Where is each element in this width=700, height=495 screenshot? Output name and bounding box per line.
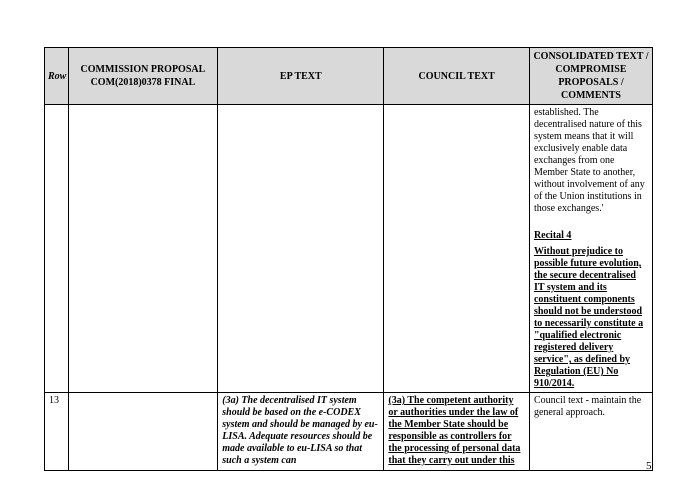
council-cell [384, 393, 530, 471]
header-council-text: COUNCIL TEXT [384, 48, 530, 105]
header-row: Row [45, 48, 69, 105]
table-row [45, 105, 653, 393]
ep-cell: (3a) The decentralised IT system should be based on the e-CODEX system and should be managed by eu-LISA. Adequate resources should be made available to eu-LISA so that such a system can [218, 393, 384, 471]
recital-body: Without prejudice to possible future evolution, the secure decentralised IT system and its constituent components should not be understood to necessarily constitute a "qualified electronic registered delivery service", as defined by Regulation (EU) No 910/2014. [533, 246, 644, 389]
consolidated-cell [529, 105, 652, 393]
header-commission-proposal: COMMISSION PROPOSAL COM(2018)0378 FINAL [68, 48, 218, 105]
comparison-table [44, 47, 653, 471]
table-header-row [45, 48, 653, 105]
consolidated-cell: Council text - maintain the general approach. [529, 393, 652, 471]
header-consolidated-text: CONSOLIDATED TEXT / COMPROMISE PROPOSALS / COMMENTS [529, 48, 652, 105]
header-ep-text: EP TEXT [218, 48, 384, 105]
council-text: (3a) The competent authority or authorities under the law of the Member State should be responsible as controllers for the processing of personal data that they carry out under this [388, 395, 521, 466]
recital-title: Recital 4 [533, 230, 572, 241]
table-row [45, 393, 653, 471]
commission-cell [68, 105, 218, 393]
page-number: 5 [646, 460, 652, 472]
consolidated-text: established. The decentralised nature of this system means that it will exclusively enable data exchanges from one Member State to another, without involvement of any of the Union institutions in those exchanges.' [533, 107, 645, 214]
commission-cell [68, 393, 218, 471]
row-number-cell: 13 [45, 393, 69, 471]
ep-cell [218, 105, 384, 393]
row-number-cell [45, 105, 69, 393]
council-cell [384, 105, 530, 393]
